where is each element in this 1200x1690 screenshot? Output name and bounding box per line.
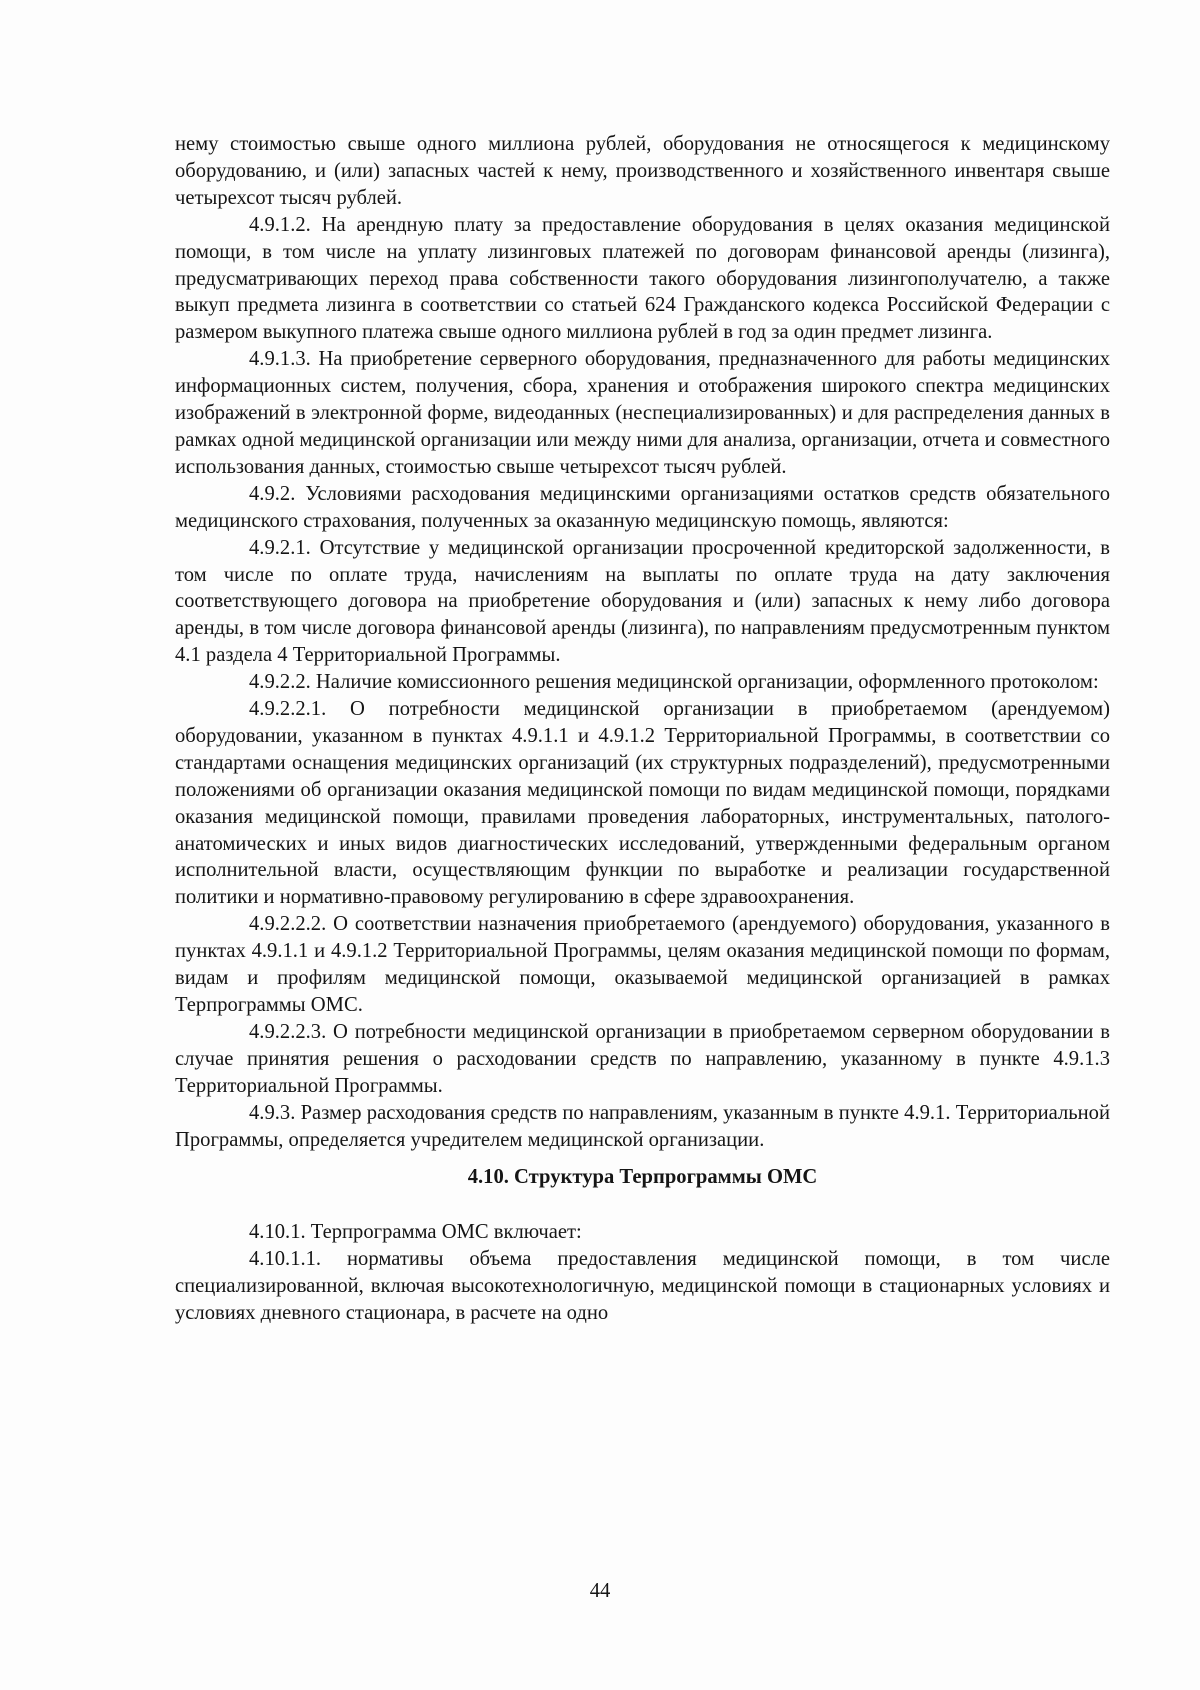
- paragraph-continuation: нему стоимостью свыше одного миллиона рублей, оборудования не относящегося к медицинскому оборудованию, и (или) запасных частей к нему, производственного и хозяйственного инвентаря свыше четырехсот тысяч рублей.: [175, 133, 1110, 209]
- paragraph-4-9-1-2: 4.9.1.2. На арендную плату за предоставление оборудования в целях оказания медицинской помощи, в том числе на уплату лизинговых платежей по договорам финансовой аренды (лизинга), предусматривающих переход права собственности такого оборудования лизингополучателю, а также выкуп предмета лизинга в соответствии со статьей 624 Гражданского кодекса Российской Федерации с размером выкупного платежа свыше одного миллиона рублей в год за один предмет лизинга.: [175, 213, 1110, 344]
- paragraph-4-9-2: 4.9.2. Условиями расходования медицинскими организациями остатков средств обязательного медицинского страхования, полученных за оказанную медицинскую помощь, являются:: [175, 482, 1110, 532]
- paragraph-4-9-2-2-3: 4.9.2.2.3. О потребности медицинской организации в приобретаемом серверном оборудовании в случае принятия решения о расходовании средств по направлению, указанному в пункте 4.9.1.3 Территориальной Программы.: [175, 1020, 1110, 1097]
- paragraph-4-10-1: 4.10.1. Терпрограмма ОМС включает:: [249, 1221, 582, 1244]
- page-number: 44: [589, 1580, 611, 1602]
- paragraph-4-9-2-1: 4.9.2.1. Отсутствие у медицинской организации просроченной кредиторской задолженности, в том числе по оплате труда, начислениям на выплаты по оплате труда на дату заключения соответствующего договора на приобретение оборудования и (или) запасных к нему либо договора аренды, в том числе договора финансовой аренды (лизинга), по направлениям предусмотренным пунктом 4.1 раздела 4 Территориальной Программы.: [175, 536, 1110, 667]
- paragraph-4-9-2-2: 4.9.2.2. Наличие комиссионного решения медицинской организации, оформленного протоколом:: [249, 671, 1099, 694]
- document-body: [175, 131, 1110, 1327]
- paragraph-4-9-3: 4.9.3. Размер расходования средств по направлениям, указанным в пункте 4.9.1. Территориальной Программы, определяется учредителем медицинской организации.: [175, 1101, 1110, 1151]
- paragraph-4-10-1-1: 4.10.1.1. нормативы объема предоставления медицинской помощи, в том числе специализированной, включая высокотехнологичную, медицинской помощи в стационарных условиях и условиях дневного стационара, в расчете на одно: [175, 1248, 1110, 1325]
- paragraph-4-9-2-2-1: 4.9.2.2.1. О потребности медицинской организации в приобретаемом (арендуемом) оборудовании, указанном в пунктах 4.9.1.1 и 4.9.1.2 Территориальной Программы, в соответствии со стандартами оснащения медицинских организаций (их структурных подразделений), предусмотренными положениями об организации оказания медицинской помощи по видам медицинской помощи, порядками оказания медицинской помощи, правилами проведения лабораторных, инструментальных, патолого-анатомических и иных видов диагностических исследований, утвержденными федеральным органом исполнительной власти, осуществляющим функции по выработке и реализации государственной политики и нормативно-правовому регулированию в сфере здравоохранения.: [175, 698, 1110, 909]
- paragraph-4-9-2-2-2: 4.9.2.2.2. О соответствии назначения приобретаемого (арендуемого) оборудования, указанного в пунктах 4.9.1.1 и 4.9.1.2 Территориальной Программы, целям оказания медицинской помощи по формам, видам и профилям медицинской помощи, оказываемой медицинской организацией в рамках Терпрограммы ОМС.: [175, 913, 1110, 1016]
- section-heading: 4.10. Структура Терпрограммы ОМС: [467, 1166, 818, 1189]
- paragraph-4-9-1-3: 4.9.1.3. На приобретение серверного оборудования, предназначенного для работы медицинских информационных систем, получения, сбора, хранения и отображения широкого спектра медицинских изображений в электронной форме, видеоданных (неспециализированных) и для распределения данных в рамках одной медицинской организации или между ними для анализа, организации, отчета и совместного использования данных, стоимостью свыше четырехсот тысяч рублей.: [175, 348, 1110, 478]
